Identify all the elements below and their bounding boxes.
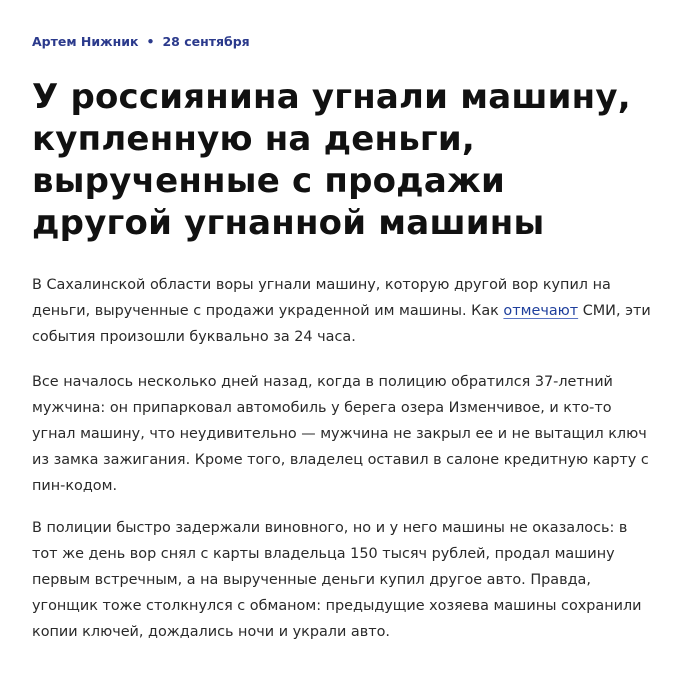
article-paragraph-2 [32,369,672,499]
paragraph-line: В полиции быстро задержали виновного, но и у него машины не оказалось: в [32,520,628,536]
article-title [32,76,672,244]
paragraph-line: события произошли буквально за 24 часа. [32,329,356,345]
paragraph-line: первым встречным, а на вырученные деньги купил другое авто. Правда, [32,572,591,588]
paragraph-line: копии ключей, дождались ночи и украли авто. [32,624,390,640]
article-meta [32,34,250,50]
paragraph-text: деньги, вырученные с продажи украденной им машины. Как [32,303,504,319]
paragraph-line: мужчина: он припарковал автомобиль у берега озера Изменчивое, и кто-то [32,400,612,416]
title-line: купленную на деньги, [32,119,476,159]
title-line: У россиянина угнали машину, [32,77,631,117]
author-link[interactable]: Артем Нижник [32,34,139,49]
paragraph-line: из замка зажигания. Кроме того, владелец оставил в салоне кредитную карту с [32,452,649,468]
title-line: другой угнанной машины [32,203,545,243]
paragraph-text: СМИ, эти [578,303,651,319]
paragraph-line: Все началось несколько дней назад, когда в полицию обратился 37-летний [32,374,613,390]
paragraph-line: тот же день вор снял с карты владельца 150 тысяч рублей, продал машину [32,546,615,562]
paragraph-line: угнал машину, что неудивительно — мужчина не закрыл ее и не вытащил ключ [32,426,647,442]
source-link[interactable]: отмечают [503,303,579,319]
meta-separator: • [146,34,155,49]
title-line: вырученные с продажи [32,161,506,201]
paragraph-line [32,298,672,324]
paragraph-line: угонщик тоже столкнулся с обманом: предыдущие хозяева машины сохранили [32,598,642,614]
publish-date: 28 сентября [162,34,250,49]
paragraph-line: В Сахалинской области воры угнали машину, которую другой вор купил на [32,277,611,293]
paragraph-line: пин-кодом. [32,478,118,494]
article-paragraph-1 [32,272,672,350]
article-paragraph-3 [32,515,672,645]
